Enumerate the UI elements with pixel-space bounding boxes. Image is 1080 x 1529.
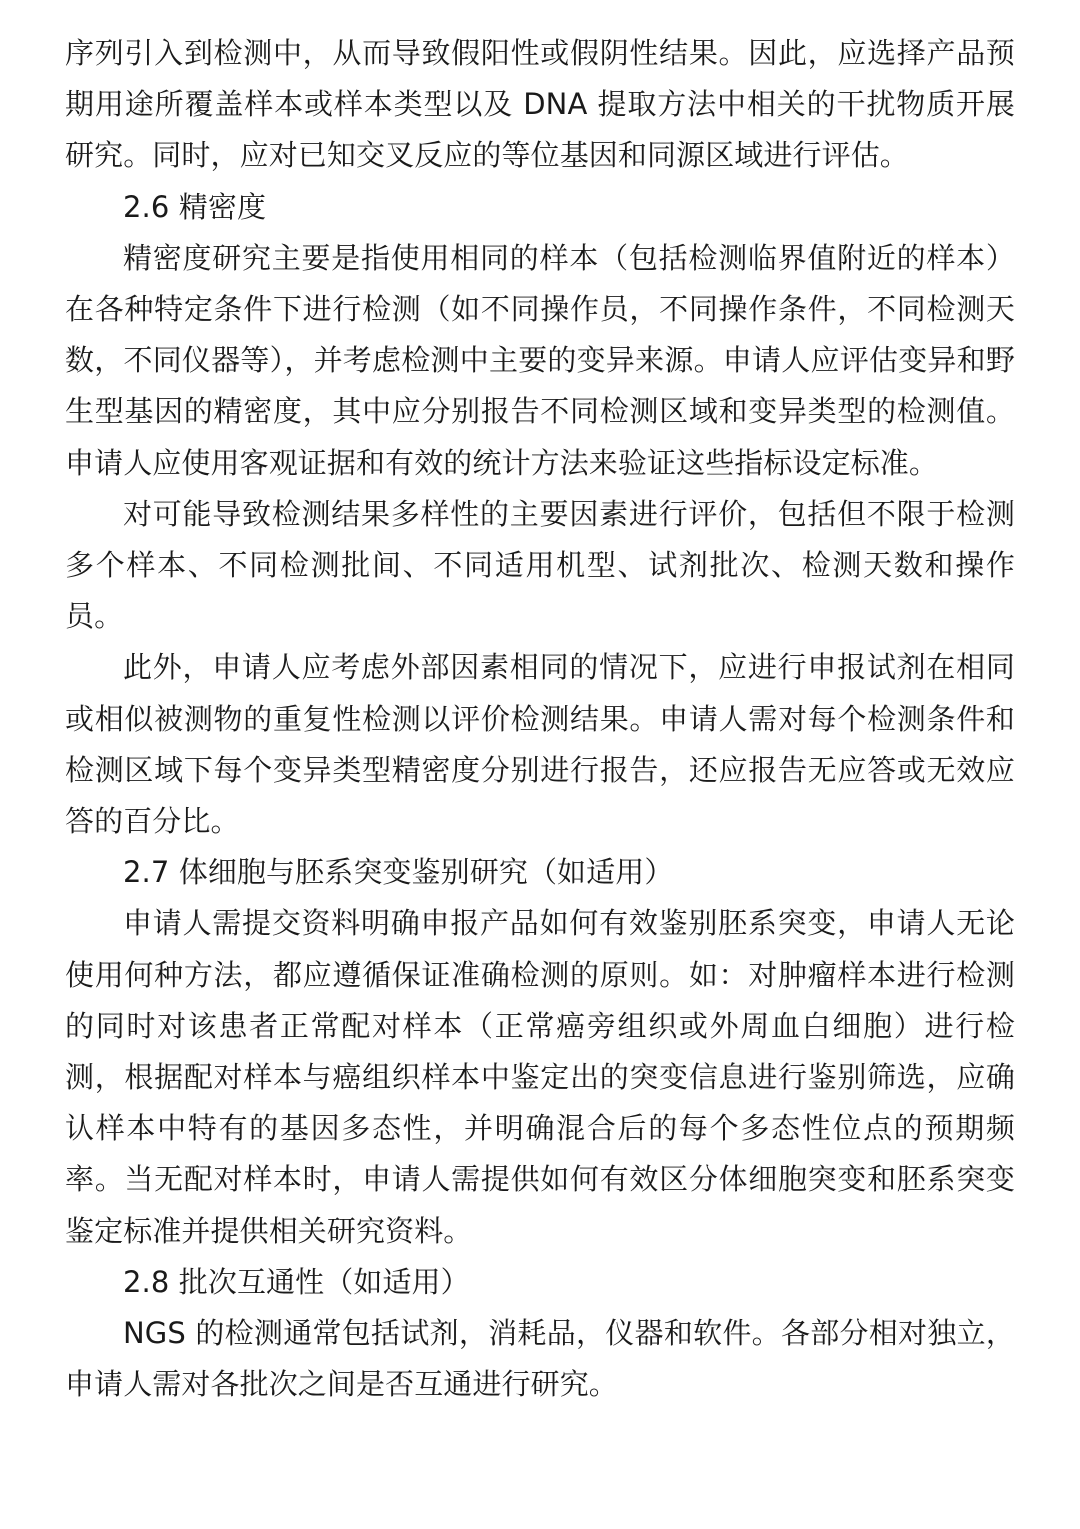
paragraph-repeatability: 此外，申请人应考虑外部因素相同的情况下，应进行申报试剂在相同或相似被测物的重复性检测以评价检测结果。申请人需对每个检测条件和检测区域下每个变异类型精密度分别进行报告，还应报告无应答或无效应答的百分比。: [65, 650, 1015, 839]
section-heading-lot-interchangeability: 2.8 批次互通性（如适用）: [123, 1264, 470, 1299]
paragraph-ngs-components: NGS 的检测通常包括试剂，消耗品，仪器和软件。各部分相对独立，申请人需对各批次之间是否互通进行研究。: [65, 1316, 1015, 1402]
paragraph-germline-identification: 申请人需提交资料明确申报产品如何有效鉴别胚系突变，申请人无论使用何种方法，都应遵循保证准确检测的原则。如：对肿瘤样本进行检测的同时对该患者正常配对样本（正常癌旁组织或外周血白细胞）进行检测，根据配对样本与癌组织样本中鉴定出的突变信息进行鉴别筛选，应确认样本中特有的基因多态性，并明确混合后的每个多态性位点的预期频率。当无配对样本时，申请人需提供如何有效区分体细胞突变和胚系突变鉴定标准并提供相关研究资料。: [65, 906, 1015, 1248]
paragraph-interference-continued: 序列引入到检测中，从而导致假阳性或假阴性结果。因此，应选择产品预期用途所覆盖样本或样本类型以及 DNA 提取方法中相关的干扰物质开展研究。同时，应对已知交叉反应的等位基因和同源区域进行评估。: [65, 36, 1015, 173]
paragraph-variability-factors: 对可能导致检测结果多样性的主要因素进行评价，包括但不限于检测多个样本、不同检测批间、不同适用机型、试剂批次、检测天数和操作员。: [65, 496, 1015, 634]
paragraph-precision-study: 精密度研究主要是指使用相同的样本（包括检测临界值附近的样本）在各种特定条件下进行检测（如不同操作员，不同操作条件，不同检测天数，不同仪器等），并考虑检测中主要的变异来源。申请人应评估变异和野生型基因的精密度，其中应分别报告不同检测区域和变异类型的检测值。申请人应使用客观证据和有效的统计方法来验证这些指标设定标准。: [65, 240, 1015, 480]
section-heading-precision: 2.6 精密度: [123, 189, 267, 224]
document-body: [65, 28, 1015, 1410]
section-heading-somatic-germline: 2.7 体细胞与胚系突变鉴别研究（如适用）: [123, 855, 674, 890]
